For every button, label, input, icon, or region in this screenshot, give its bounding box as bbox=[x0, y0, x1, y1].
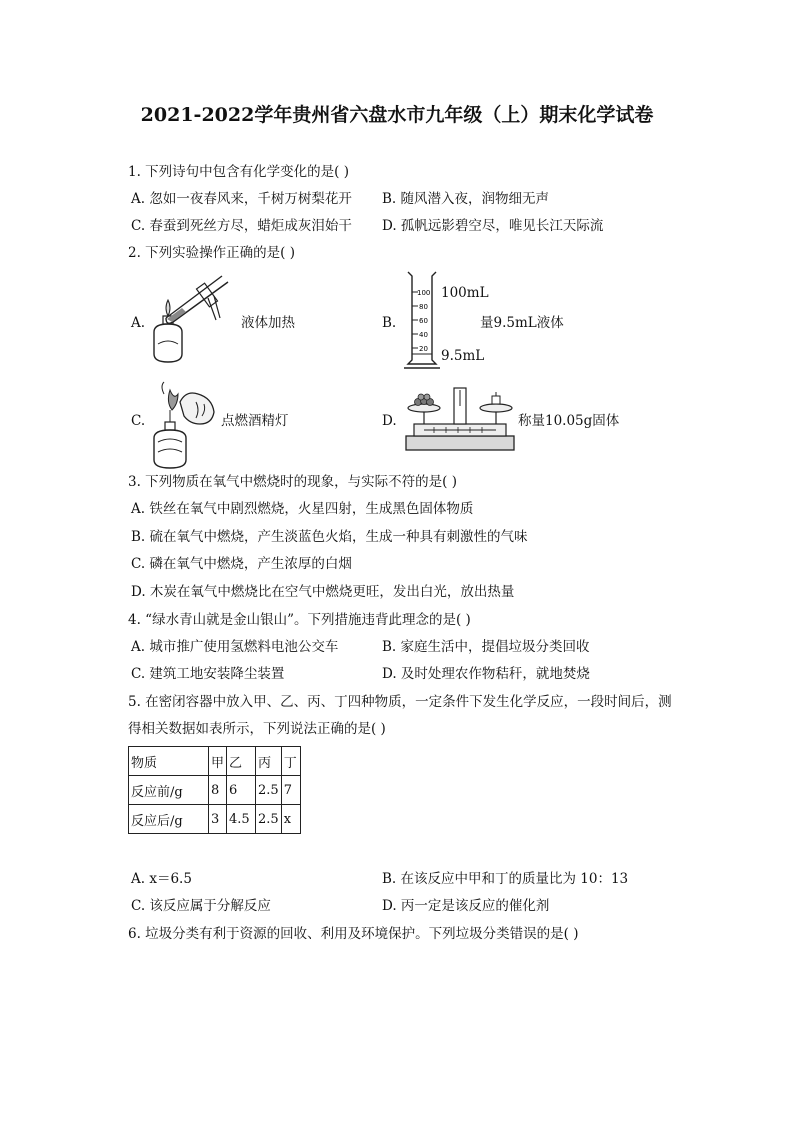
question-1-option-a: A. 忽如一夜春风来，千树万树梨花开 bbox=[131, 191, 352, 207]
table-cell: 4.5 bbox=[227, 805, 256, 834]
table-header-cell: 乙 bbox=[227, 747, 256, 776]
table-cell: 2.5 bbox=[256, 805, 282, 834]
question-2-stem: 2. 下列实验操作正确的是( ) bbox=[128, 245, 295, 261]
page-title: 2021-2022学年贵州省六盘水市九年级（上）期末化学试卷 bbox=[140, 104, 654, 126]
question-2-option-a-caption: 液体加热 bbox=[241, 315, 295, 331]
question-5-stem-line-1: 5. 在密闭容器中放入甲、乙、丙、丁四种物质，一定条件下发生化学反应，一段时间后，测 bbox=[128, 694, 672, 710]
question-5-option-a: A. x＝6.5 bbox=[131, 871, 192, 887]
table-cell: 6 bbox=[227, 776, 256, 805]
table-cell: 反应前/g bbox=[129, 776, 209, 805]
table-header-cell: 丁 bbox=[281, 747, 300, 776]
question-5-option-d: D. 丙一定是该反应的催化剂 bbox=[382, 898, 550, 914]
question-3-option-d: D. 木炭在氧气中燃烧比在空气中燃烧更旺，发出白光，放出热量 bbox=[131, 584, 515, 600]
balance-scale-illustration bbox=[404, 382, 516, 454]
table-row bbox=[129, 776, 301, 805]
question-5-option-b: B. 在该反应中甲和丁的质量比为 10：13 bbox=[382, 871, 629, 887]
cylinder-tick-40: 40 bbox=[419, 331, 428, 339]
table-header-row bbox=[129, 747, 301, 776]
table-cell: 8 bbox=[209, 776, 227, 805]
question-6-stem: 6. 垃圾分类有利于资源的回收、利用及环境保护。下列垃圾分类错误的是( ) bbox=[128, 926, 579, 942]
question-2-option-a-letter: A. bbox=[131, 315, 146, 331]
cylinder-tick-80: 80 bbox=[419, 303, 428, 311]
table-cell: 3 bbox=[209, 805, 227, 834]
table-cell: x bbox=[281, 805, 300, 834]
table-header-cell: 物质 bbox=[129, 747, 209, 776]
question-2-option-c-letter: C. bbox=[131, 413, 146, 429]
question-2-option-c-caption: 点燃酒精灯 bbox=[221, 413, 289, 429]
question-4-option-a: A. 城市推广使用氢燃料电池公交车 bbox=[131, 639, 339, 655]
question-1-option-b: B. 随风潜入夜，润物细无声 bbox=[382, 191, 550, 207]
measuring-cylinder-illustration bbox=[398, 270, 444, 372]
question-2-option-b-bottom-label: 9.5mL bbox=[441, 348, 485, 364]
question-1-stem: 1. 下列诗句中包含有化学变化的是( ) bbox=[128, 164, 349, 180]
table-header-cell: 丙 bbox=[256, 747, 282, 776]
cylinder-tick-60: 60 bbox=[419, 317, 428, 325]
table-row bbox=[129, 805, 301, 834]
question-3-option-b: B. 硫在氧气中燃烧，产生淡蓝色火焰，生成一种具有刺激性的气味 bbox=[131, 529, 528, 545]
lighting-alcohol-lamp-illustration bbox=[146, 380, 222, 470]
question-3-stem: 3. 下列物质在氧气中燃烧时的现象，与实际不符的是( ) bbox=[128, 474, 457, 490]
question-4-stem: 4. “绿水青山就是金山银山”。下列措施违背此理念的是( ) bbox=[128, 612, 471, 628]
question-3-option-c: C. 磷在氧气中燃烧，产生浓厚的白烟 bbox=[131, 556, 352, 572]
question-4-option-d: D. 及时处理农作物秸秆，就地焚烧 bbox=[382, 666, 590, 682]
table-cell: 7 bbox=[281, 776, 300, 805]
table-cell: 2.5 bbox=[256, 776, 282, 805]
question-5-option-c: C. 该反应属于分解反应 bbox=[131, 898, 271, 914]
question-4-option-b: B. 家庭生活中，提倡垃圾分类回收 bbox=[382, 639, 590, 655]
question-2-option-b-top-label: 100mL bbox=[441, 285, 489, 301]
question-2-option-b-caption: 量9.5mL液体 bbox=[480, 315, 564, 331]
question-1-option-c: C. 春蚕到死丝方尽，蜡炬成灰泪始干 bbox=[131, 218, 352, 234]
table-cell: 反应后/g bbox=[129, 805, 209, 834]
cylinder-tick-100: 100 bbox=[417, 289, 431, 297]
data-table bbox=[128, 746, 301, 834]
question-3-option-a: A. 铁丝在氧气中剧烈燃烧，火星四射，生成黑色固体物质 bbox=[131, 501, 474, 517]
question-2-option-d-letter: D. bbox=[382, 413, 397, 429]
question-5-stem-line-2: 得相关数据如表所示，下列说法正确的是( ) bbox=[128, 721, 386, 737]
cylinder-tick-20: 20 bbox=[419, 345, 428, 353]
question-2-option-b-letter: B. bbox=[382, 315, 397, 331]
question-1-option-d: D. 孤帆远影碧空尽，唯见长江天际流 bbox=[382, 218, 604, 234]
question-2-option-d-caption: 称量10.05g固体 bbox=[518, 413, 620, 429]
heating-liquid-illustration bbox=[146, 272, 238, 370]
table-header-cell: 甲 bbox=[209, 747, 227, 776]
question-4-option-c: C. 建筑工地安装降尘装置 bbox=[131, 666, 285, 682]
